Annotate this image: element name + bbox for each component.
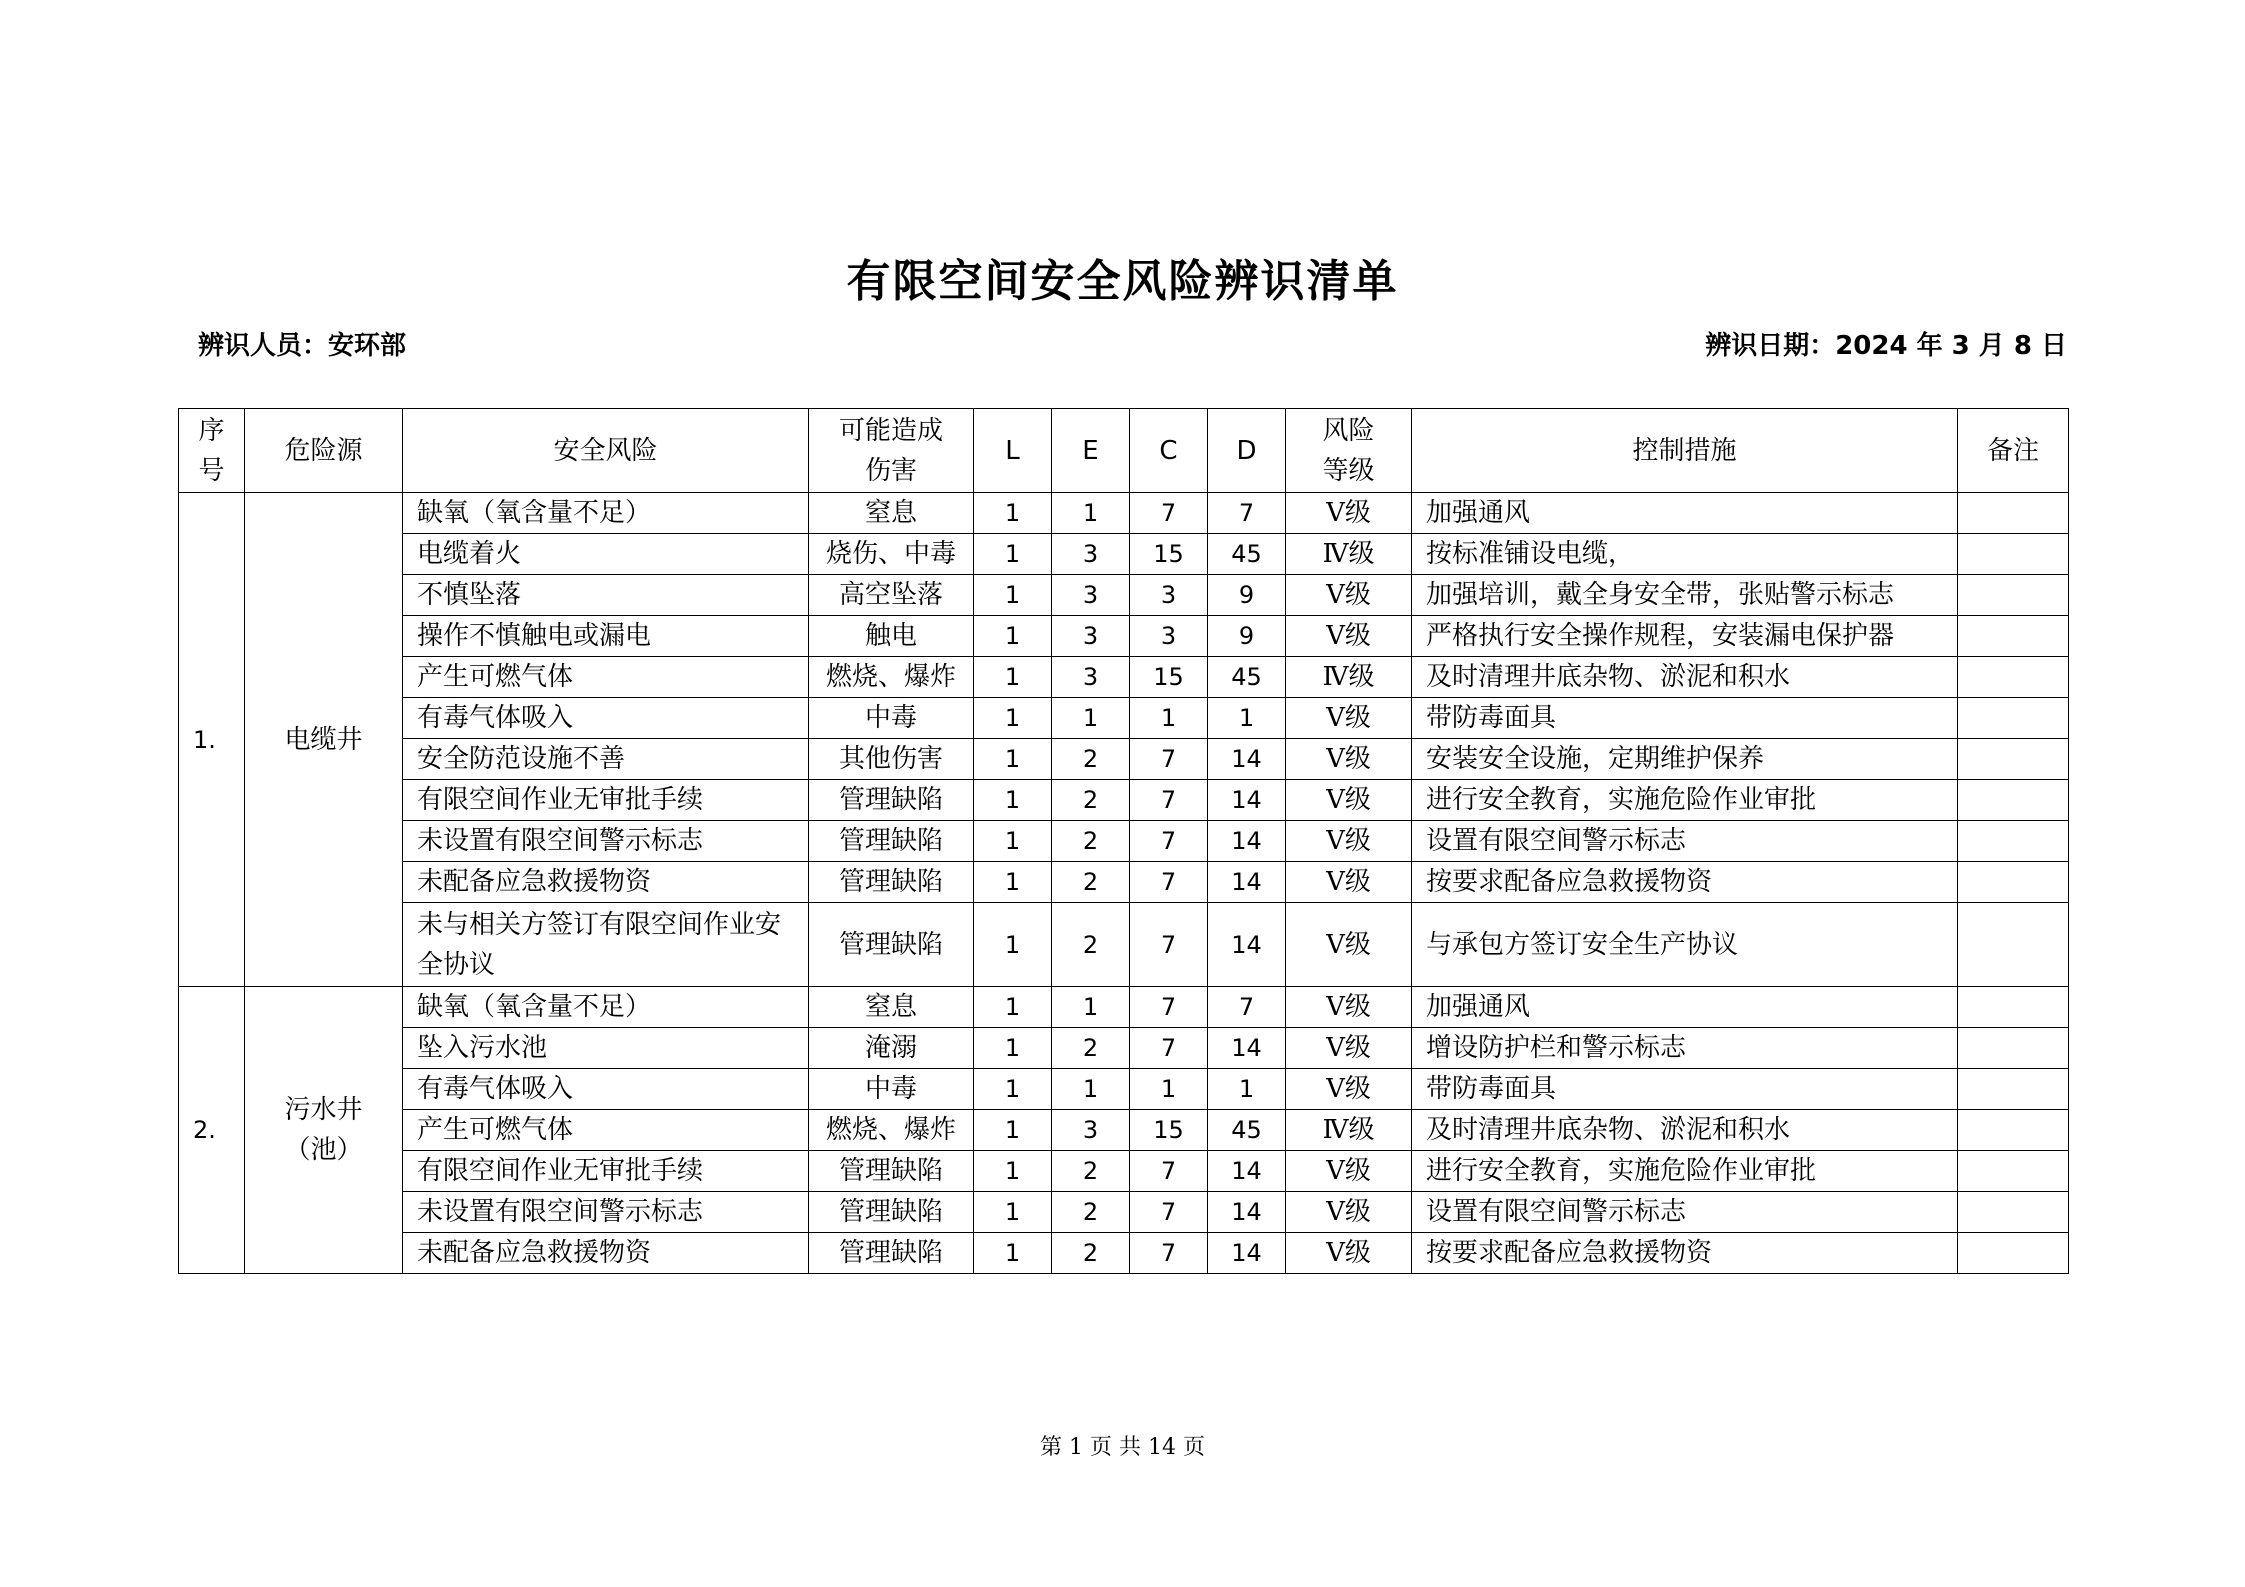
d-cell: 45 xyxy=(1208,657,1286,698)
note-cell xyxy=(1958,780,2069,821)
e-cell: 1 xyxy=(1052,698,1130,739)
risk-cell: 缺氧（氧含量不足） xyxy=(403,987,809,1028)
header-risk: 安全风险 xyxy=(403,409,809,493)
l-cell: 1 xyxy=(974,575,1052,616)
risk-table-body xyxy=(179,493,2069,1274)
note-cell xyxy=(1958,1233,2069,1274)
level-cell: Ⅳ级 xyxy=(1286,657,1412,698)
level-cell: Ⅴ级 xyxy=(1286,1233,1412,1274)
c-cell: 3 xyxy=(1130,616,1208,657)
level-cell: Ⅴ级 xyxy=(1286,862,1412,903)
harm-cell: 管理缺陷 xyxy=(809,1192,974,1233)
note-cell xyxy=(1958,575,2069,616)
control-cell: 按标准铺设电缆， xyxy=(1412,534,1958,575)
table-row xyxy=(179,862,2069,903)
table-row xyxy=(179,1110,2069,1151)
harm-cell: 其他伤害 xyxy=(809,739,974,780)
e-cell: 1 xyxy=(1052,493,1130,534)
l-cell: 1 xyxy=(974,1028,1052,1069)
header-e: E xyxy=(1052,409,1130,493)
control-cell: 严格执行安全操作规程，安装漏电保护器 xyxy=(1412,616,1958,657)
table-row xyxy=(179,821,2069,862)
c-cell: 7 xyxy=(1130,903,1208,987)
c-cell: 7 xyxy=(1130,780,1208,821)
c-cell: 7 xyxy=(1130,493,1208,534)
note-cell xyxy=(1958,1028,2069,1069)
c-cell: 1 xyxy=(1130,1069,1208,1110)
level-cell: Ⅴ级 xyxy=(1286,1192,1412,1233)
note-cell xyxy=(1958,739,2069,780)
risk-cell: 有限空间作业无审批手续 xyxy=(403,1151,809,1192)
e-cell: 3 xyxy=(1052,534,1130,575)
c-cell: 7 xyxy=(1130,821,1208,862)
table-row xyxy=(179,987,2069,1028)
d-cell: 7 xyxy=(1208,493,1286,534)
table-row xyxy=(179,657,2069,698)
l-cell: 1 xyxy=(974,739,1052,780)
note-cell xyxy=(1958,534,2069,575)
control-cell: 加强培训，戴全身安全带，张贴警示标志 xyxy=(1412,575,1958,616)
harm-cell: 燃烧、爆炸 xyxy=(809,657,974,698)
seq-cell: 1. xyxy=(179,493,245,987)
e-cell: 2 xyxy=(1052,1151,1130,1192)
note-cell xyxy=(1958,1192,2069,1233)
e-cell: 3 xyxy=(1052,657,1130,698)
d-cell: 7 xyxy=(1208,987,1286,1028)
risk-cell: 电缆着火 xyxy=(403,534,809,575)
control-cell: 设置有限空间警示标志 xyxy=(1412,1192,1958,1233)
harm-cell: 燃烧、爆炸 xyxy=(809,1110,974,1151)
d-cell: 1 xyxy=(1208,1069,1286,1110)
date-label: 辨识日期：2024 年 3 月 8 日 xyxy=(1705,331,2067,361)
c-cell: 7 xyxy=(1130,987,1208,1028)
risk-cell: 未配备应急救援物资 xyxy=(403,862,809,903)
risk-cell: 未配备应急救援物资 xyxy=(403,1233,809,1274)
harm-cell: 烧伤、中毒 xyxy=(809,534,974,575)
d-cell: 45 xyxy=(1208,534,1286,575)
level-cell: Ⅴ级 xyxy=(1286,493,1412,534)
harm-cell: 触电 xyxy=(809,616,974,657)
level-cell: Ⅴ级 xyxy=(1286,1028,1412,1069)
c-cell: 3 xyxy=(1130,575,1208,616)
header-note: 备注 xyxy=(1958,409,2069,493)
header-seq: 序号 xyxy=(179,409,245,493)
risk-cell: 坠入污水池 xyxy=(403,1028,809,1069)
header-l: L xyxy=(974,409,1052,493)
table-row xyxy=(179,903,2069,987)
d-cell: 1 xyxy=(1208,698,1286,739)
harm-cell: 淹溺 xyxy=(809,1028,974,1069)
control-cell: 按要求配备应急救援物资 xyxy=(1412,862,1958,903)
l-cell: 1 xyxy=(974,1069,1052,1110)
hazard-cell: 电缆井 xyxy=(245,493,403,987)
d-cell: 14 xyxy=(1208,862,1286,903)
level-cell: Ⅴ级 xyxy=(1286,739,1412,780)
risk-cell: 缺氧（氧含量不足） xyxy=(403,493,809,534)
c-cell: 7 xyxy=(1130,862,1208,903)
harm-cell: 窒息 xyxy=(809,493,974,534)
level-cell: Ⅳ级 xyxy=(1286,534,1412,575)
d-cell: 14 xyxy=(1208,1151,1286,1192)
control-cell: 设置有限空间警示标志 xyxy=(1412,821,1958,862)
d-cell: 14 xyxy=(1208,1192,1286,1233)
harm-cell: 中毒 xyxy=(809,1069,974,1110)
table-row xyxy=(179,780,2069,821)
header-harm: 可能造成伤害 xyxy=(809,409,974,493)
d-cell: 14 xyxy=(1208,1028,1286,1069)
l-cell: 1 xyxy=(974,698,1052,739)
risk-cell: 有毒气体吸入 xyxy=(403,698,809,739)
level-cell: Ⅴ级 xyxy=(1286,1069,1412,1110)
level-cell: Ⅴ级 xyxy=(1286,698,1412,739)
c-cell: 1 xyxy=(1130,698,1208,739)
e-cell: 3 xyxy=(1052,1110,1130,1151)
e-cell: 1 xyxy=(1052,987,1130,1028)
harm-cell: 管理缺陷 xyxy=(809,903,974,987)
c-cell: 15 xyxy=(1130,657,1208,698)
e-cell: 2 xyxy=(1052,1028,1130,1069)
e-cell: 2 xyxy=(1052,739,1130,780)
document-title: 有限空间安全风险辨识清单 xyxy=(846,256,1399,307)
level-cell: Ⅳ级 xyxy=(1286,1110,1412,1151)
control-cell: 安装安全设施，定期维护保养 xyxy=(1412,739,1958,780)
risk-cell: 未设置有限空间警示标志 xyxy=(403,1192,809,1233)
l-cell: 1 xyxy=(974,616,1052,657)
d-cell: 45 xyxy=(1208,1110,1286,1151)
table-row xyxy=(179,1028,2069,1069)
note-cell xyxy=(1958,698,2069,739)
level-cell: Ⅴ级 xyxy=(1286,1151,1412,1192)
level-cell: Ⅴ级 xyxy=(1286,987,1412,1028)
level-cell: Ⅴ级 xyxy=(1286,780,1412,821)
control-cell: 增设防护栏和警示标志 xyxy=(1412,1028,1958,1069)
note-cell xyxy=(1958,903,2069,987)
table-row xyxy=(179,575,2069,616)
c-cell: 15 xyxy=(1130,1110,1208,1151)
l-cell: 1 xyxy=(974,1233,1052,1274)
risk-cell: 安全防范设施不善 xyxy=(403,739,809,780)
harm-cell: 管理缺陷 xyxy=(809,1233,974,1274)
l-cell: 1 xyxy=(974,493,1052,534)
note-cell xyxy=(1958,657,2069,698)
e-cell: 2 xyxy=(1052,903,1130,987)
c-cell: 7 xyxy=(1130,1151,1208,1192)
note-cell xyxy=(1958,493,2069,534)
risk-cell: 未与相关方签订有限空间作业安全协议 xyxy=(403,903,809,987)
header-c: C xyxy=(1130,409,1208,493)
level-cell: Ⅴ级 xyxy=(1286,821,1412,862)
l-cell: 1 xyxy=(974,1192,1052,1233)
d-cell: 9 xyxy=(1208,575,1286,616)
l-cell: 1 xyxy=(974,903,1052,987)
l-cell: 1 xyxy=(974,1110,1052,1151)
e-cell: 3 xyxy=(1052,616,1130,657)
table-row xyxy=(179,493,2069,534)
table-row xyxy=(179,534,2069,575)
risk-cell: 产生可燃气体 xyxy=(403,1110,809,1151)
note-cell xyxy=(1958,821,2069,862)
note-cell xyxy=(1958,862,2069,903)
c-cell: 15 xyxy=(1130,534,1208,575)
control-cell: 与承包方签订安全生产协议 xyxy=(1412,903,1958,987)
table-row xyxy=(179,616,2069,657)
d-cell: 14 xyxy=(1208,1233,1286,1274)
note-cell xyxy=(1958,1151,2069,1192)
level-cell: Ⅴ级 xyxy=(1286,616,1412,657)
table-header-row xyxy=(179,409,2069,493)
c-cell: 7 xyxy=(1130,1192,1208,1233)
table-row xyxy=(179,698,2069,739)
header-hazard: 危险源 xyxy=(245,409,403,493)
harm-cell: 管理缺陷 xyxy=(809,862,974,903)
header-control: 控制措施 xyxy=(1412,409,1958,493)
e-cell: 2 xyxy=(1052,821,1130,862)
d-cell: 9 xyxy=(1208,616,1286,657)
harm-cell: 中毒 xyxy=(809,698,974,739)
d-cell: 14 xyxy=(1208,780,1286,821)
harm-cell: 管理缺陷 xyxy=(809,821,974,862)
header-level: 风险等级 xyxy=(1286,409,1412,493)
d-cell: 14 xyxy=(1208,821,1286,862)
control-cell: 进行安全教育，实施危险作业审批 xyxy=(1412,1151,1958,1192)
e-cell: 2 xyxy=(1052,1192,1130,1233)
e-cell: 1 xyxy=(1052,1069,1130,1110)
table-row xyxy=(179,1233,2069,1274)
seq-cell: 2. xyxy=(179,987,245,1274)
identifier-label: 辨识人员：安环部 xyxy=(198,331,407,361)
control-cell: 加强通风 xyxy=(1412,493,1958,534)
l-cell: 1 xyxy=(974,534,1052,575)
table-row xyxy=(179,1069,2069,1110)
risk-cell: 产生可燃气体 xyxy=(403,657,809,698)
harm-cell: 管理缺陷 xyxy=(809,780,974,821)
level-cell: Ⅴ级 xyxy=(1286,575,1412,616)
l-cell: 1 xyxy=(974,862,1052,903)
l-cell: 1 xyxy=(974,657,1052,698)
control-cell: 及时清理井底杂物、淤泥和积水 xyxy=(1412,657,1958,698)
page-footer: 第 1 页 共 14 页 xyxy=(1040,1435,1205,1460)
l-cell: 1 xyxy=(974,987,1052,1028)
control-cell: 带防毒面具 xyxy=(1412,1069,1958,1110)
harm-cell: 高空坠落 xyxy=(809,575,974,616)
table-row xyxy=(179,739,2069,780)
hazard-cell: 污水井（池） xyxy=(245,987,403,1274)
control-cell: 带防毒面具 xyxy=(1412,698,1958,739)
risk-cell: 有限空间作业无审批手续 xyxy=(403,780,809,821)
c-cell: 7 xyxy=(1130,739,1208,780)
d-cell: 14 xyxy=(1208,903,1286,987)
c-cell: 7 xyxy=(1130,1028,1208,1069)
risk-cell: 操作不慎触电或漏电 xyxy=(403,616,809,657)
note-cell xyxy=(1958,987,2069,1028)
l-cell: 1 xyxy=(974,1151,1052,1192)
header-d: D xyxy=(1208,409,1286,493)
level-cell: Ⅴ级 xyxy=(1286,903,1412,987)
e-cell: 2 xyxy=(1052,1233,1130,1274)
e-cell: 2 xyxy=(1052,780,1130,821)
harm-cell: 窒息 xyxy=(809,987,974,1028)
control-cell: 及时清理井底杂物、淤泥和积水 xyxy=(1412,1110,1958,1151)
risk-table xyxy=(178,408,2069,1274)
l-cell: 1 xyxy=(974,780,1052,821)
c-cell: 7 xyxy=(1130,1233,1208,1274)
l-cell: 1 xyxy=(974,821,1052,862)
risk-cell: 有毒气体吸入 xyxy=(403,1069,809,1110)
table-row xyxy=(179,1192,2069,1233)
e-cell: 2 xyxy=(1052,862,1130,903)
risk-cell: 不慎坠落 xyxy=(403,575,809,616)
note-cell xyxy=(1958,1069,2069,1110)
control-cell: 加强通风 xyxy=(1412,987,1958,1028)
risk-cell: 未设置有限空间警示标志 xyxy=(403,821,809,862)
harm-cell: 管理缺陷 xyxy=(809,1151,974,1192)
d-cell: 14 xyxy=(1208,739,1286,780)
e-cell: 3 xyxy=(1052,575,1130,616)
control-cell: 进行安全教育，实施危险作业审批 xyxy=(1412,780,1958,821)
control-cell: 按要求配备应急救援物资 xyxy=(1412,1233,1958,1274)
table-row xyxy=(179,1151,2069,1192)
note-cell xyxy=(1958,616,2069,657)
note-cell xyxy=(1958,1110,2069,1151)
